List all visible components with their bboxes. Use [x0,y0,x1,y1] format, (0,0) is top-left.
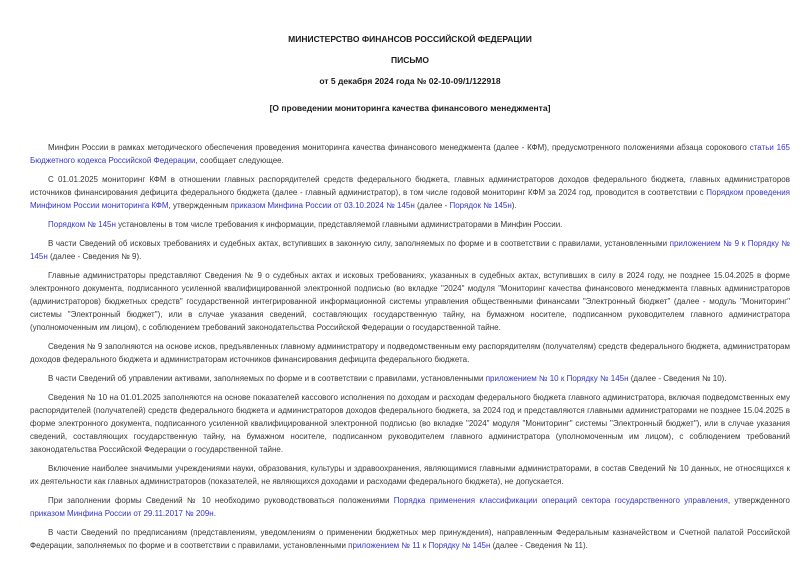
document-link[interactable]: приложением № 9 к Порядку № 145н [30,239,790,261]
text-segment: При заполнении формы Сведений № 10 необходимо руководствоваться положениями [48,496,394,505]
document-link[interactable]: приказом Минфина России от 03.10.2024 № 145н [230,201,415,210]
text-segment: Сведения № 10 на 01.01.2025 заполняются на основе показателей кассового исполнения по доходам и расходам федерального бюджета главного администратора, включая подведомственных ему распорядителей (получателей) средств федерального бюджета и администраторов доходов федерального бюджета, за 2024 год и представляются главными администраторами не позднее 15.04.2025 в форме электронного документа, подписанного усиленной квалифицированной электронной подписью (во вкладке "2024" модуля "Мониторинг" системы "Электронный бюджет"), или в случае указания сведений, составляющих государственную тайну, на бумажном носителе, подписанном руководителем главного администратора (уполномоченным им лицом), с соблюдением требований законодательства Российской Федерации о государственной тайне. [30,393,790,454]
document-body [30,141,790,552]
document-subject: [О проведении мониторинга качества финансового менеджмента] [269,103,551,113]
document-link[interactable]: приказом Минфина России от 29.11.2017 № 209н [30,509,214,518]
text-segment: установлены в том числе требования к информации, представляемой главными администраторами в Минфин России. [115,220,563,229]
document-link[interactable]: приложением № 10 к Порядку № 145н [485,374,629,383]
document-link[interactable]: приложением № 11 к Порядку № 145н [348,541,491,550]
paragraph [30,173,790,212]
paragraph [30,218,790,231]
text-segment: (далее - Сведения № 9). [47,252,142,261]
text-segment: , утвержденным [168,201,231,210]
paragraph [30,340,790,366]
text-segment: Включение наиболее значимыми учреждениями науки, образования, культуры и здравоохранения, являющимися главными администраторами, в состав Сведений № 10 данных, не относящихся к их деятельности как главных администраторов (показателей, не являющихся доходами и расходами федерального бюджета), не допускается. [30,464,790,486]
paragraph [30,462,790,488]
text-segment: (далее - Сведения № 10). [628,374,727,383]
document-header [30,33,790,115]
paragraph [30,391,790,456]
text-segment: , утвержденного [727,496,790,505]
document-type: ПИСЬМО [391,55,429,65]
text-segment: (далее - Сведения № 11). [490,541,588,550]
document-link[interactable]: Порядка применения классификации операций сектора государственного управления [393,496,728,505]
text-segment: , сообщает следующее. [195,156,284,165]
document-link[interactable]: Порядком № 145н [48,220,116,229]
text-segment: . [213,509,216,518]
paragraph [30,141,790,167]
paragraph [30,526,790,552]
text-segment: В части Сведений об исковых требованиях и судебных актах, вступивших в законную силу, заполняемых по форме и в соответствии с правилами, установленными [48,239,670,248]
text-segment: Минфин России в рамках методического обеспечения проведения мониторинга качества финансового менеджмента (далее - КФМ), предусмотренного положениями абзаца сорокового [48,143,750,152]
text-segment: (далее - [414,201,450,210]
document-date-number: от 5 декабря 2024 года № 02-10-09/1/122918 [319,76,501,86]
paragraph [30,237,790,263]
text-segment: Сведения № 9 заполняются на основе исков, предъявленных главному администратору и подведомственным ему распорядителям (получателям) средств федерального бюджета, администраторам доходов федерального бюджета и администраторам источников финансирования дефицита федерального бюджета. [30,342,790,364]
paragraph [30,494,790,520]
text-segment: Главные администраторы представляют Сведения № 9 о судебных актах и исковых требованиях, указанных в судебных актах, вступивших в силу в 2024 году, не позднее 15.04.2025 в форме электронного документа, подписанного усиленной квалифицированной электронной подписью (во вкладке "2024" модуля "Мониторинг качества финансового менеджмента главных администраторов (администраторов) бюджетных средств" государственной интегрированной информационной системы управления общественными финансами "Электронный бюджет" (далее - модуль "Мониторинг" системы "Электронный бюджет"), или в случае указания сведений, составляющих государственную тайну, на бумажном носителе, подписанном руководителем главного администратора (уполномоченным им лицом), с соблюдением требований законодательства Российской Федерации о государственной тайне. [30,271,790,332]
document-link[interactable]: Порядком проведения Минфином России мониторинга КФМ [30,188,790,210]
text-segment: С 01.01.2025 мониторинг КФМ в отношении главных распорядителей средств федерального бюджета, главных администраторов доходов федерального бюджета, главных администраторов источников финансирования дефицита федерального бюджета (далее - главный администратор), в том числе годовой мониторинг КФМ за 2024 год, проводится в соответствии с [30,175,790,197]
text-segment: В части Сведений по предписаниям (представлениям, уведомлениям о применении бюджетных мер принуждения), направленным Федеральным казначейством и Счетной палатой Российской Федерации, заполняемых по форме и в соответствии с правилами, установленными [30,528,790,550]
text-segment: В части Сведений об управлении активами, заполняемых по форме и в соответствии с правилами, установленными [48,374,486,383]
document-link[interactable]: статьи 165 Бюджетного кодекса Российской Федерации [30,143,791,165]
paragraph [30,269,790,334]
text-segment: ). [511,201,517,210]
document-link[interactable]: Порядок № 145н [449,201,512,210]
paragraph [30,372,790,385]
document-title: МИНИСТЕРСТВО ФИНАНСОВ РОССИЙСКОЙ ФЕДЕРАЦИИ [288,34,532,44]
